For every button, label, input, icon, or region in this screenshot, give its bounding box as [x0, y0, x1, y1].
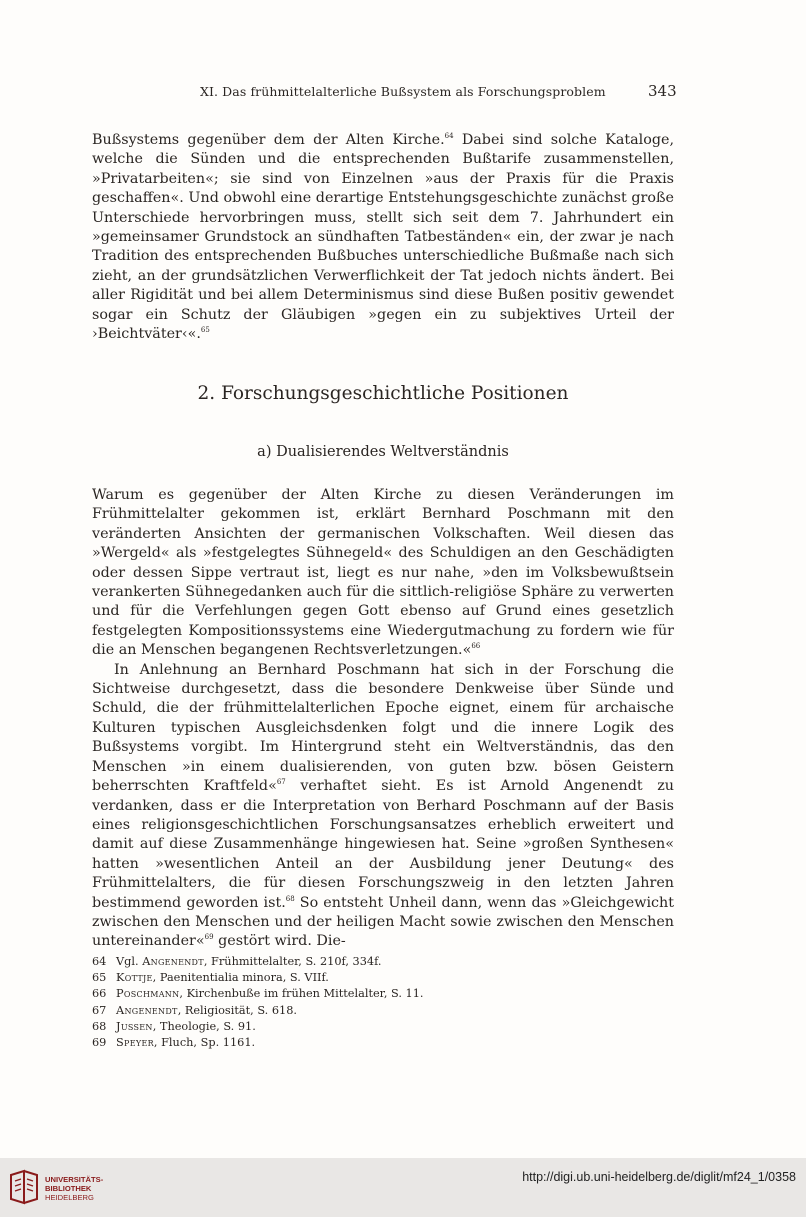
footnote-citation: , Theologie, S. 91. — [152, 1019, 256, 1033]
footnote-ref-66[interactable]: 66 — [471, 642, 481, 651]
library-logo-text — [45, 1175, 103, 1202]
body-main — [92, 486, 674, 952]
permalink-url[interactable]: http://digi.ub.uni-heidelberg.de/diglit/mf24_1/0358 — [522, 1170, 796, 1184]
footnote-ref-64[interactable]: 64 — [444, 132, 454, 140]
footnote-number: 69 — [92, 1036, 107, 1050]
footnote-citation: , Paenitentialia minora, S. VIIf. — [152, 971, 329, 985]
footnote-citation: , Fluch, Sp. 1161. — [153, 1036, 256, 1050]
footnote-number: 66 — [92, 987, 107, 1001]
footnote-author: Poschmann — [116, 987, 180, 1001]
footnotes — [92, 954, 652, 1051]
footnote-ref-69[interactable]: 69 — [204, 933, 214, 942]
paragraph — [92, 131, 674, 344]
paragraph — [92, 486, 674, 661]
footnote-author: Angenendt — [142, 955, 204, 968]
paragraph-text: verhaftet sieht. Es ist Arnold Angenendt zu verdanken, dass er die Interpretation von Berhard Poschmann auf der Basis eines religionsgeschichtlichen Forschungsansatzes erheblich erweitert und damit auf diese Zusammenhänge hingewiesen hat. Seine »großen Synthesen« hatten »wesentlichen Anteil an der Ausbildung jener Deutung« des Frühmittelalters, die für diesen Forschungszweig in den letzten Jahren bestimmend geworden ist. — [92, 778, 674, 911]
footnote-number: 65 — [92, 971, 107, 985]
footnote-item — [92, 1003, 652, 1019]
page-number: 343 — [648, 82, 677, 100]
footnote-citation: , Kirchenbuße im frühen Mittelalter, S. 11. — [179, 987, 424, 1001]
paragraph-text: Bußsystems gegenüber dem der Alten Kirche. — [92, 132, 445, 148]
paragraph-text: Warum es gegenüber der Alten Kirche zu diesen Veränderungen im Frühmittelalter gekommen ist, erklärt Bernhard Poschmann mit den veränderten Ansichten der germanischen Volkschaften. Weil diesen das »Wergeld« als »festgelegtes Sühnegeld« des Schuldigen an den Geschädigten oder dessen Sippe vertraut ist, liegt es nur nahe, »den im Volksbewußtsein verankerten Sühnegedanken auch für die sittlich-religiöse Sphäre zu verwerten und für die Verfehlungen gegen Gott ebenso auf Grund eines gesetzlich festgelegten Kompositionssystems eine Wiedergutmachung zu fordern wie für die an Menschen begangenen Rechtsverletzungen.« — [92, 487, 674, 659]
footnote-author: Angenendt — [116, 1003, 178, 1017]
footnote-number: 64 — [92, 955, 107, 968]
footnote-number: 68 — [92, 1019, 107, 1033]
footnote-ref-65[interactable]: 65 — [200, 326, 210, 335]
footnote-item — [92, 1019, 652, 1035]
footnote-prefix: Vgl. — [116, 955, 143, 968]
footnote-item — [92, 1035, 652, 1051]
library-logo[interactable] — [7, 1164, 127, 1212]
footnote-item — [92, 970, 652, 986]
footnote-author: Jussen — [116, 1019, 153, 1033]
footnote-ref-68[interactable]: 68 — [285, 894, 295, 903]
body-paragraph-top — [92, 131, 674, 344]
logo-line: UNIVERSITÄTS- — [45, 1174, 104, 1184]
paragraph-text: In Anlehnung an Bernhard Poschmann hat sich in der Forschung die Sichtweise durchgesetzt, dass die besondere Denkweise über Sünde und Schuld, die der frühmittelalterlichen Epoche eignet, einem für archaische Kulturen typischen Ausgleichsdenken folgt und die innere Logik des Bußsystems vorgibt. Im Hintergrund steht ein Weltverständnis, das den Menschen »in einem dualisierenden, von guten bzw. bösen Geistern beherrschten Kraftfeld« — [92, 661, 674, 795]
viewer-footer — [0, 1158, 806, 1217]
footnote-ref-67[interactable]: 67 — [276, 778, 286, 787]
paragraph-text: So entsteht Unheil dann, wenn das »Gleichgewicht zwischen den Menschen und der heiligen Macht sowie zwischen den Menschen untereinander« — [92, 894, 674, 950]
running-title: XI. Das frühmittelalterliche Bußsystem als Forschungsproblem — [200, 84, 606, 99]
paragraph — [92, 661, 674, 952]
section-heading: 2. Forschungsgeschichtliche Positionen — [197, 383, 569, 404]
paragraph-text: Dabei sind solche Kataloge, welche die Sünden und die entsprechenden Bußtarife zusammenstellen, »Privatarbeiten«; sie sind von Einzelnen »aus der Praxis für die Praxis geschaffen«. Und obwohl eine derartige Entstehungsgeschichte zunächst große Unterschiede hervorbringen muss, stellt sich seit dem 7. Jahrhundert ein »gemeinsamer Grundstock an sündhaften Tatbeständen« ein, der zwar je nach Tradition des entsprechenden Bußbuches unterschiedliche Bußmaße nach sich zieht, an der grundsätzlichen Verwerflichkeit der Tat jedoch nichts ändert. Bei aller Rigidität und bei allem Determinismus sind diese Bußen positiv gewendet sogar ein Schutz der Gläubigen »gegen ein zu subjektives Urteil der ›Beichtväter‹«. — [92, 132, 674, 343]
paragraph-text: gestört wird. Die- — [213, 933, 346, 950]
footnote-citation: , Religiosität, S. 618. — [177, 1003, 298, 1017]
footnote-author: Speyer — [116, 1036, 154, 1050]
library-logo-icon — [7, 1169, 41, 1207]
logo-line: HEIDELBERG — [45, 1192, 94, 1202]
footnote-item — [92, 954, 652, 970]
footnote-item — [92, 986, 652, 1002]
footnote-number: 67 — [92, 1003, 107, 1017]
logo-line: BIBLIOTHEK — [45, 1183, 92, 1193]
footnote-citation: , Frühmittelalter, S. 210f, 334f. — [203, 955, 382, 968]
subsection-heading: a) Dualisierendes Weltverständnis — [257, 444, 509, 460]
footnote-author: Kottje — [116, 971, 153, 985]
